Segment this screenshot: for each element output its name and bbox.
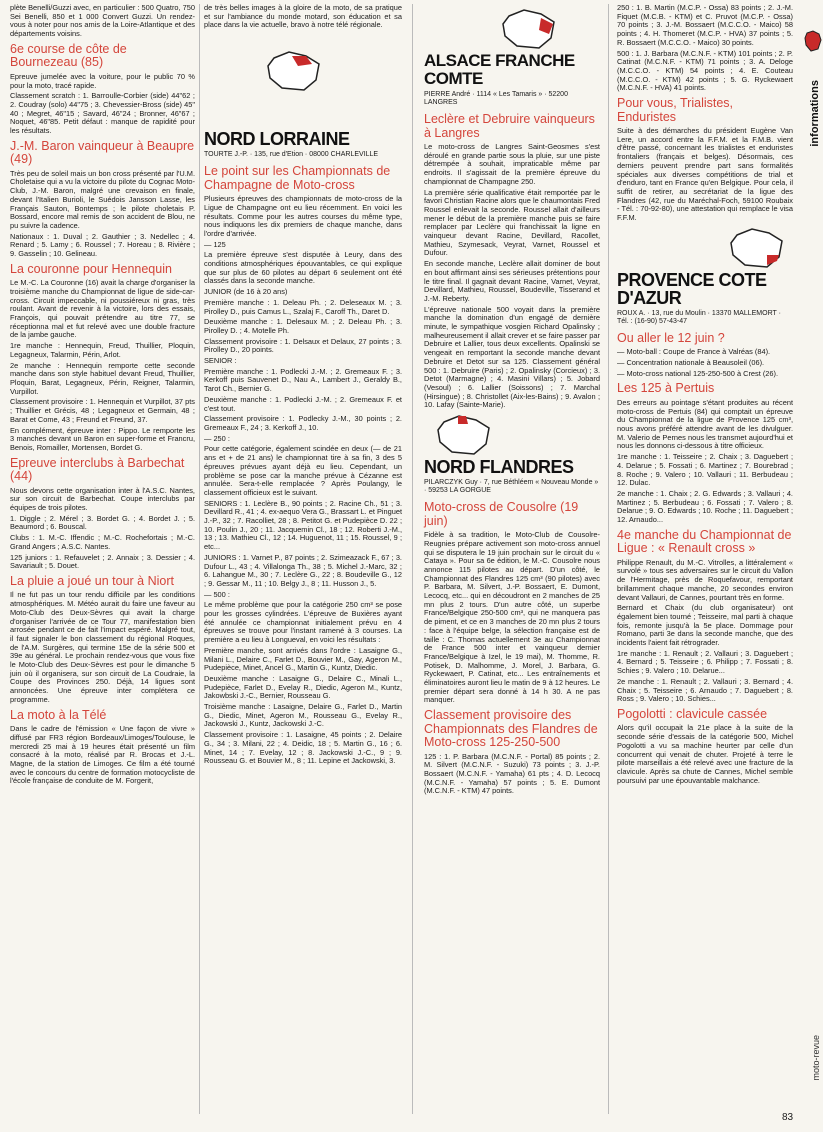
article-text: Première manche, sont arrivés dans l'ordre : Lasaigne G., Milani L., Delaire C., Farlet D., Bouvier M., Gay, Ageron M., Pudepièce, Minet, Ancel G., Martin G., Kuntz, Diedic. — [204, 645, 402, 673]
article-text: — Moto-cross national 125-250-500 à Crest (26). — [617, 368, 779, 378]
article-text: Il ne fut pas un tour rendu difficile par les conditions atmosphériques. M. Météo aurait du faire une faveur au Moto-Club des Deux-Sèvres qui avait la charge d'organiser l'arrivée de ce Tour 77, manifestation bien arrosée pendant ce de fait l'impact espéré. Malgré tout, il faut signaler le bon classement du régional Roques, de l'A.M. Surgères, qui termine 15e de la série 500 et 39e au général. Le prochain rendez-vous que vous fixe le Moto-Club des Deux-Sèvres est pour le dimanche 5 juin où il organisera, sur son circuit de La Coudraie, la Coupe des Provinces 250. Déjà, 14 ligues sont annoncées. Une épreuve inter complétera ce programme. — [10, 590, 195, 704]
article-text: 1re manche : 1. Renault ; 2. Vallauri ; 3. Daguebert ; 4. Bernard ; 5. Teisseire ; 6. Philipp ; 7. Fossati ; 8. Schies ; 9. Valero ; 10. Delarue... — [617, 648, 793, 676]
section-sidebar — [803, 0, 823, 1132]
article-text: Le même problème que pour la catégorie 250 cm³ se pose pour les grosses cylindrées. L'épreuve de Buxières ayant été annulée ce championnat initialement prévu en 4 épreuves se trouve pour l'instant ramené à 3 courses. La première a eu lieu à Longueval, en voici les résultats : — [204, 600, 402, 645]
headline-bournezeau: 6e course de côte de Bournezeau (85) — [10, 41, 127, 70]
article-text: Philippe Renault, du M.-C. Vitrolles, a littéralement « survolé » tous ses adversaires sur le circuit du Vallon de l'Hermitage, près de Roquefavour, remportant brillamment chaque manche, 20 secondes environ devant Vallauri, de Cannes, pourtant très en forme. — [617, 557, 793, 602]
article-text: Classement provisoire : 1. Podlecky J.-M., 30 points ; 2. Gremeaux F., 24 ; 3. Kerkoff J., 10. — [204, 414, 402, 432]
headline-pertuis: Les 125 à Pertuis — [617, 381, 715, 396]
article-text: En seconde manche, Leclère allait dominer de bout en bout affirmant ainsi ses sérieuses prétentions pour le titre final. Il gagnait devant Racine, Varnet, Veyrat, Devillard, Mathieu, Roussel, Boudeville, Tisserand et J.-M. Reberty. — [424, 259, 600, 303]
article-text: Première manche : 1. Podlecki J.-M. ; 2. Gremeaux F. ; 3. Kerkoff puis Sauvenet D., Nau A., Lambert J., Geraldy B., Tarot Ch., Bernier G. — [204, 366, 402, 394]
article-text: En complément, épreuve inter : Pippo. Le remporte les 3 manches devant un Baron en super-forme et Francru, Benois, Romailler, Mortensen, Bordet G. — [10, 425, 195, 452]
article-text: — Moto-ball : Coupe de France à Valréas (84). — [617, 347, 771, 357]
article-text: Deuxième manche : 1. Delesaux M. ; 2. Deleau Ph. ; 3. Pirolley D. ; 4. Motelle Ph. — [204, 317, 402, 335]
headline-baron: J.-M. Baron vainqueur à Beaupre (49) — [10, 138, 195, 167]
article-text: JUNIORS : 1. Varnet P., 87 points ; 2. Szimeazack F., 67 ; 3. Dufour L., 43 ; 4. Villalonga Th., 38 ; 5. Michel J.-Marc, 32 ; 6. Lahangue M., 30 ; 7. Leclère G., 22 ; 8. Boudeville G., 12 ; 9. Gessar M., 11 ; 10. Belgy J., 8 ; 11. Husson J., 5. — [204, 552, 402, 588]
region-title: PROVENCE COTE D'AZUR — [617, 269, 767, 308]
column-4 — [617, 4, 793, 787]
article-text: 125 : 1. P. Barbara (M.C.N.F. - Portal) 85 points ; 2. M. Silvert (M.C.N.F. - Suzuki) 73 points ; 3. J.-P. Bossaert (M.C.N.F. - Yamaha) 61 pts ; 4. D. Lecocq (M.C.N.F. - Yamaha) 57 points ; 5. E. Dumont (M.C.N.F. - KTM) 47 points. — [424, 751, 600, 796]
column-divider — [199, 4, 200, 1114]
section-label: informations — [809, 80, 821, 147]
article-text: — 125 — [204, 239, 226, 249]
headline-tele: La moto à la Télé — [10, 707, 107, 722]
article-text: Epreuve jumelée avec la voiture, pour le public 70 % pour la moto, tracé rapide. — [10, 71, 195, 90]
article-text: L'épreuve nationale 500 voyait dans la première manche la domination d'un engagé de dernière minute, le sympathique vosgien Richard Opalinsky ; malheureusement il allait crever et se faire passer par Debruire et Lallier, tous deux excellents. Opalinski se vengeait en remportant la seconde manche devant Debruire et Detot sur sa 125. Classement général 500 : 1. Debruire (Paris) ; 2. Opalinsky (Corcieux) ; 3. Detot (Marmagne) ; 4. Masini Villars) ; 5. Jobard (Vesoul) ; 6. Lallier (Soissons) ; 7. Marchal (Hirsingue) ; 8. Christollet (Aix-les-Bains) ; 9. Avalon ; 10. Lafay (Sainte-Marie). — [424, 304, 600, 410]
article-text: Nationaux : 1. Duval ; 2. Gauthier ; 3. Nedellec ; 4. Renard ; 5. Lamy ; 6. Roussel ; 7. Horeau ; 8. Rivière ; 9. Gasselin ; 10. Gelineau. — [10, 231, 195, 259]
column-1 — [10, 4, 195, 788]
article-text: Classement provisoire : 1. Delsaux et Delaux, 27 points ; 3. Pirolley D., 20 points. — [204, 336, 402, 355]
article-text: — 500 : — [204, 589, 230, 599]
article-text: Deuxième manche : Lasaigne G., Delaire C., Minali L., Pudepièce, Farlet D., Evelay R., Diedic, Ageron M., Kuntz, Jakowbski J.-C., Bernier, Rousseau G. — [204, 673, 402, 701]
article-text: Clubs : 1. M.-C. Iffendic ; M.-C. Rochefortais ; M.-C. Grand Angers ; A.S.C. Nantes. — [10, 533, 195, 551]
article-text: 2e manche : 1. Renault ; 2. Vallauri ; 3. Bernard ; 4. Chaix ; 5. Teisseire ; 6. Arnaudo ; 7. Daguebert ; 8. Ross ; 9. Valero ; 10. Schies... — [617, 676, 793, 704]
article-text: Le moto-cross de Langres Saint-Geosmes s'est déroulé en grande partie sous la pluie, sur une piste détrempée à souhait, impraticable même par endroits. Il s'agissait de la première épreuve du championnat de Champagne 250. — [424, 142, 600, 186]
page-number: 83 — [782, 1112, 794, 1123]
region-title: ALSACE FRANCHE COMTE — [424, 51, 575, 88]
article-continuation: 250 : 1. B. Martin (M.C.P. - Ossa) 83 points ; 2. J.-M. Fiquet (M.C.B. - KTM) et C. Pruvot (M.C.P. - Ossa) 70 points ; 3. J.-M. Bossaert (M.C.C.O. - Maico) 58 points ; 4. H. Thomeret (M.C.P. - HVA) 37 points ; 5. R. Bossaert (M.C.C.O. - Maico) 30 points. — [617, 3, 793, 47]
article-text: Première manche : 1. Deleau Ph. ; 2. Deleseaux M. ; 3. Pirolley D., puis Camus L., Szalaj F., Caroff Th., Daret D. — [204, 297, 402, 316]
article-text: SENIOR : — [204, 356, 237, 366]
article-text: Bernard et Chaix (du club organisateur) ont également bien tourné ; Teisseire, mal parti à chaque fois, remonte jusqu'à la 5e place. Dommage pour Romano, parti 3e dans la seconde manche, que des incidents l'aient fait rétrograder. — [617, 603, 793, 648]
article-text: JUNIOR (de 16 à 20 ans) — [204, 287, 288, 297]
article-text: La première série qualificative était remportée par le favori Christian Racine alors que le chaumontais Fred Roussel enlevait la seconde. Roussel allait d'ailleurs mener le début de la première manche puis se faire remplacer par Leclère qui franchissait la ligne en vainqueur devant Racine, Devillard, Racollet, Mathieu, Szymesack, Veyrat, Varnet, Roussel et Dufour. — [424, 187, 600, 258]
france-map-icon — [264, 50, 324, 90]
article-text: SENIORS : 1. Leclère B., 90 points ; 2. Racine Ch., 51 ; 3. Devillard R., 41 ; 4. ex-aequo Vera G., Brassart L. et Pinguet J.-P., 32 ; 7. Racolliet, 28 ; 8. Petitot G. et Pudepièce D. 22 ; 10. Poulin J., 20 ; 11. Jacquemin Cl., 18 ; 12. Roberti J.-M., 13 ; 13. Mathieu Cl., 12 ; 14. Huguenot, 11 ; 15. Roussel, 9 ; etc... — [204, 498, 403, 552]
headline-trialistes: Pour vous, Trialistes, Enduristes — [617, 96, 734, 124]
article-text: Classement provisoire : 1. Lasaigne, 45 points ; 2. Delaire G., 34 ; 3. Milani, 22 ; 4. Deidic, 18 ; 5. Martin G., 16 ; 6. Minet, 14 ; 7. Evelay, 12 ; 8. Jackowski J.-C., 9 ; 9. Rousseau G. et Bouvier M., 8 ; 11. Lepine et Jackowski, 3. — [204, 730, 402, 766]
article-text: 125 juniors : 1. Refauvelet ; 2. Annaix ; 3. Dessier ; 4. Savariault ; 5. Douet. — [10, 552, 195, 571]
article-text: 1re manche : 1. Teisseire ; 2. Chaix ; 3. Daguebert ; 4. Delaruе ; 5. Fossati ; 6. Martinez ; 7. Bourebrad ; 8. Roche ; 9. Valero ; 10. Vallauri ; 11. Berbudeau ; 12. Dulac. — [617, 452, 793, 488]
headline-cousolre: Moto-cross de Cousolre (19 juin) — [424, 500, 579, 528]
headline-langres: Leclère et Debruire vainqueurs à Langres — [424, 112, 595, 140]
headline-hennequin: La couronne pour Hennequin — [10, 261, 172, 276]
article-text: Deuxième manche : 1. Podlecki J.-M. ; 2. Gremeaux F. et c'est tout. — [204, 394, 402, 413]
article-text: 1re manche : Hennequin, Freud, Thuillier, Ploquin, Legagneux, Talarmin, Périn, Arlot. — [10, 341, 195, 359]
article-text: 2e manche : 1. Chaix ; 2. G. Edwards ; 3. Vallauri ; 4. Martinez ; 5. Berbudeau ; 6. Fossati ; 7. Valero ; 8. Delaruе ; 9. O. Edwards ; 10. Roche ; 11. Daguebert ; 12. Arnaudo... — [617, 488, 793, 525]
correspondent-address: PIERRE André · 1114 « Les Tamaris » · 52200 LANGRES — [424, 91, 568, 106]
article-text: 2e manche : Hennequin remporte cette seconde manche dans son style habituel devant Freud, Thuillier, Ploquin, Barat, Legagneux, Périn, Reigner, Talarmin, Vurpillot. — [10, 360, 195, 396]
france-map-icon — [804, 30, 822, 52]
headline-niort: La pluie a joué un tour à Niort — [10, 573, 174, 588]
article-continuation: 500 : 1. J. Barbara (M.C.N.F. - KTM) 101 points ; 2. P. Catinat (M.C.N.F. - KTM) 71 points ; 3. A. Deloge (M.C.C.O. - KTM) 54 points ; 4. E. Couteau (M.C.C.O. - KTM) 42 points ; 5. G. Ryckewaert (M.C.N.F. - HVA) 41 points. — [617, 48, 793, 93]
article-text: La première épreuve s'est disputée à Leury, dans des conditions atmosphériques épouvantables, ce qui explique que sur plus de 60 pilotes au départ 6 seulement ont été classés dans la seconde manche. — [204, 250, 402, 286]
article-text: Des erreurs au pointage s'étant produites au récent moto-cross de Pertuis (84) qui comptait un épreuve du Championnat de la ligue de Provence 125 cm³, nous avons préféré attendre avant de les divulguer. M. Valerio de Pernes nous les transmet aujourd'hui et nous les donnons ci-dessous à titre officieux. — [617, 397, 793, 451]
headline-12-juin: Ou aller le 12 juin ? — [617, 330, 725, 345]
france-map-icon — [434, 414, 494, 454]
headline-champagne: Le point sur les Championnats de Champagne de Moto-cross — [204, 164, 391, 192]
region-block-alsace — [424, 8, 600, 107]
article-text: Nous devons cette organisation inter à l'A.S.C. Nantes, sur son circuit de Barbechat. Coupe interclubs par équipes de trois pilotes. — [10, 485, 195, 513]
article-text: Alors qu'il occupait la 21e place à la suite de la seconde série d'essais de la catégorie 500, Michel Pogolotti a vu sa machine heurter par celle d'un concurrent qui venait de chuter. Projeté à terre le pilote marseillais a été relevé avec une fracture de la clavicule. Après sa chute de Cannes, Michel semble poursuivi par une épouvantable malchance. — [617, 723, 793, 785]
correspondent-address: ROUX A. · 13, rue du Moulin · 13370 MALLEMORT · Tél. : (16-90) 57-43-47 — [617, 309, 781, 325]
column-2 — [204, 4, 402, 768]
article-continuation: plète Benelli/Guzzi avec, en particulier : 500 Quatro, 750 Sei Benelli, 850 et 1 000 Convert Guzzi. Un rendez-vous à noter pour nos amis de la Loire-Atlantique et des départements voisins. — [10, 3, 195, 39]
headline-barbechat: Epreuve interclubs à Barbechat (44) — [10, 455, 185, 484]
correspondent-address: TOURTE J.-P. · 135, rue d'Etion · 08000 CHARLEVILLE — [204, 151, 379, 159]
headline-pogolotti: Pogolotti : clavicule cassée — [617, 706, 768, 721]
france-map-icon — [727, 227, 787, 267]
column-divider — [412, 4, 413, 1114]
column-3 — [424, 4, 600, 798]
france-map-icon — [499, 8, 559, 48]
region-block-nord-flandres — [424, 414, 600, 495]
article-text: Plusieurs épreuves des championnats de moto-cross de la Ligue de Champagne ont eu lieu récemment. En voici les résultats. Comme pour les autres courses du même type, nous indiquons les dix premiers de chaque manche, dans l'ordre d'arrivée. — [204, 194, 402, 238]
article-text: Fidèle à sa tradition, le Moto-Club de Cousolre-Reugnies prépare activement son moto-cross annuel qui se disputera le 19 juin prochain sur le circuit du « Cataya ». Pour sa 6e édition, le M.-C. Cousolre nous annonce 115 pilotes au départ. D'un côté, le Championnat des Flandres 125 cm³ (90 pilotes) avec P. Barbara, M. Silvert, J.-P. Bossaert, E. Dumont, Lecocq, etc... qui en découdront en 2 manches de 25 mn plus 2 tours. D'un autre côté, un superbe France/Belgique 250-500 cm³, qui ne manquera pas de piment, et ce en 3 manches de 20 mn plus 2 tours : face à l'équipe belge, la sélection française est de taille : C. Thomas actuellement 3e au Championnat de France 500 inter et vainqueur dernier France/Belgique à Izel, le 19 mai), M. Thomme, R. Potisek, D. Malhomme, J. Morel, J. Barbara, G. Ryckewaert, P. Catinat, etc... Les entraînements et éliminatoires auront lieu le matin de 9 à 12 heures. Le premier départ sera donné à 14 h 30. A ne pas manquer. — [424, 530, 600, 705]
correspondent-address: PILARCZYK Guy · 7, rue Béthléem « Nouveau Monde » · 59253 LA GORGUE — [424, 479, 599, 495]
headline-flandres-standings: Classement provisoire des Championnats des Flandres de Moto-cross 125-250-500 — [424, 708, 598, 750]
article-text: Classement provisoire : 1. Hennequin et Vurpillot, 37 pts ; Thuillier et Grécis, 48 ; Legagneux et Germain, 48 ; Barat et Come, 43 ; Freund et Freund, 37. — [10, 397, 195, 424]
article-text: — 250 : — [204, 433, 230, 443]
article-text: Classement scratch : 1. Barroulle-Corbier (side) 44"62 ; 2. Coudray (solo) 44"75 ; 3. Chevessier-Bross (side) 45" 40 ; Megret, 46"15 ; Savard, 46"24 ; Bronner, 46"67 ; Noquet, 46"85. Petit défaut : manque de rapidité pour les résultats. — [10, 91, 195, 136]
article-text: 1. Diggle ; 2. Mérel ; 3. Bordet G. ; 4. Bordet J. ; 5. Beaumord ; 6. Bouscal. — [10, 513, 195, 532]
article-text: Dans le cadre de l'émission « Une façon de vivre » diffusé par FR3 région Bordeaux/Limoges/Toulouse, le mercredi 25 mai à 19 heures était présenté un film consacré à la moto, réalisé par R. Brocas et J.-L. Magne, de la station de Limoges. Ce film a été tourné avec le concours du centre de formation motocycliste de l'école française de conduite de M. Forgerit, — [10, 724, 195, 786]
article-text: Suite à des démarches du président Eugène Van Lere, un accord entre la F.F.M. et la F.M.B. vient d'être passé, concernant les trialistes et enduristes frontaliers (français et belges). Désormais, ces derniers peuvent prendre part sans formalités spéciales aux diverses compétitions de trial et d'enduro, tant en France qu'en Belgique. Pour cela, il suffit de retirer, au secrétariat de la ligue des Flandres (42, rue du Maréchal-Foch, 59100 Roubaix - Tél. : 70-92-80), une attestation qui remplace le visa F.F.M. — [617, 126, 793, 223]
magazine-name: moto-revue — [811, 1035, 821, 1081]
article-text: Le M.-C. La Couronne (16) avait la charge d'organiser la troisième manche du Championnat de ligue de side-car-cross. Circuit impeccable, ni poussiéreux ni gras, très roulant. Avant de revenir à la victoire, lors des essais, François, qui pouvait prétendre au titre 77, se réceptionna mal et fut relevé avec une double fracture de la jambe gauche. — [10, 278, 195, 340]
region-title: NORD LORRAINE — [204, 129, 350, 150]
article-text: Très peu de soleil mais un bon cross présenté par l'U.M. Choletaise qui a vu la victoire du pilote du Cognac Moto-Club, J.-M. Baron, malgré une crevaison en finale, devant l'Italien Burioli, le Suédois Jansson Lasse, les Français Sauton, Bontemps ; le pilote choletais P. Bossard, encore mal remis de son accident de Blou, ne pu suivre la cadence. — [10, 168, 195, 230]
article-text: Pour cette catégorie, également scindée en deux (— de 21 ans et + de 21 ans) le championnat tire à sa fin, 3 des 5 épreuves prévues ayant déjà eu lieu. Cependant, un problème se pose car la manche prévue à Cézanne est annulée. Sera-t-elle remplacée ? Après Poulangy, le classement officieux est le suivant. — [204, 444, 402, 497]
headline-renault-cross: 4e manche du Championnat de Ligue : « Renault cross » — [617, 527, 792, 556]
article-text: Troisième manche : Lasaigne, Delaire G., Farlet D., Martin G., Diedic, Minet, Ageron M., Rousseau G., Evelay R., Jackowski J., Kuntz, Jackowski J.-C. — [204, 702, 402, 729]
region-title: NORD FLANDRES — [424, 457, 574, 478]
column-divider — [608, 4, 609, 1114]
region-block-provence — [617, 227, 793, 326]
region-block-nord-lorraine — [204, 50, 402, 159]
article-text: — Concentration nationale à Beausoleil (06). — [617, 357, 765, 367]
article-continuation: de très belles images à la gloire de la moto, de sa pratique et sur l'ambiance du monde motard, son éducation et sa place dans la vie actuelle, bravo à notre télé régionale. — [204, 3, 402, 30]
